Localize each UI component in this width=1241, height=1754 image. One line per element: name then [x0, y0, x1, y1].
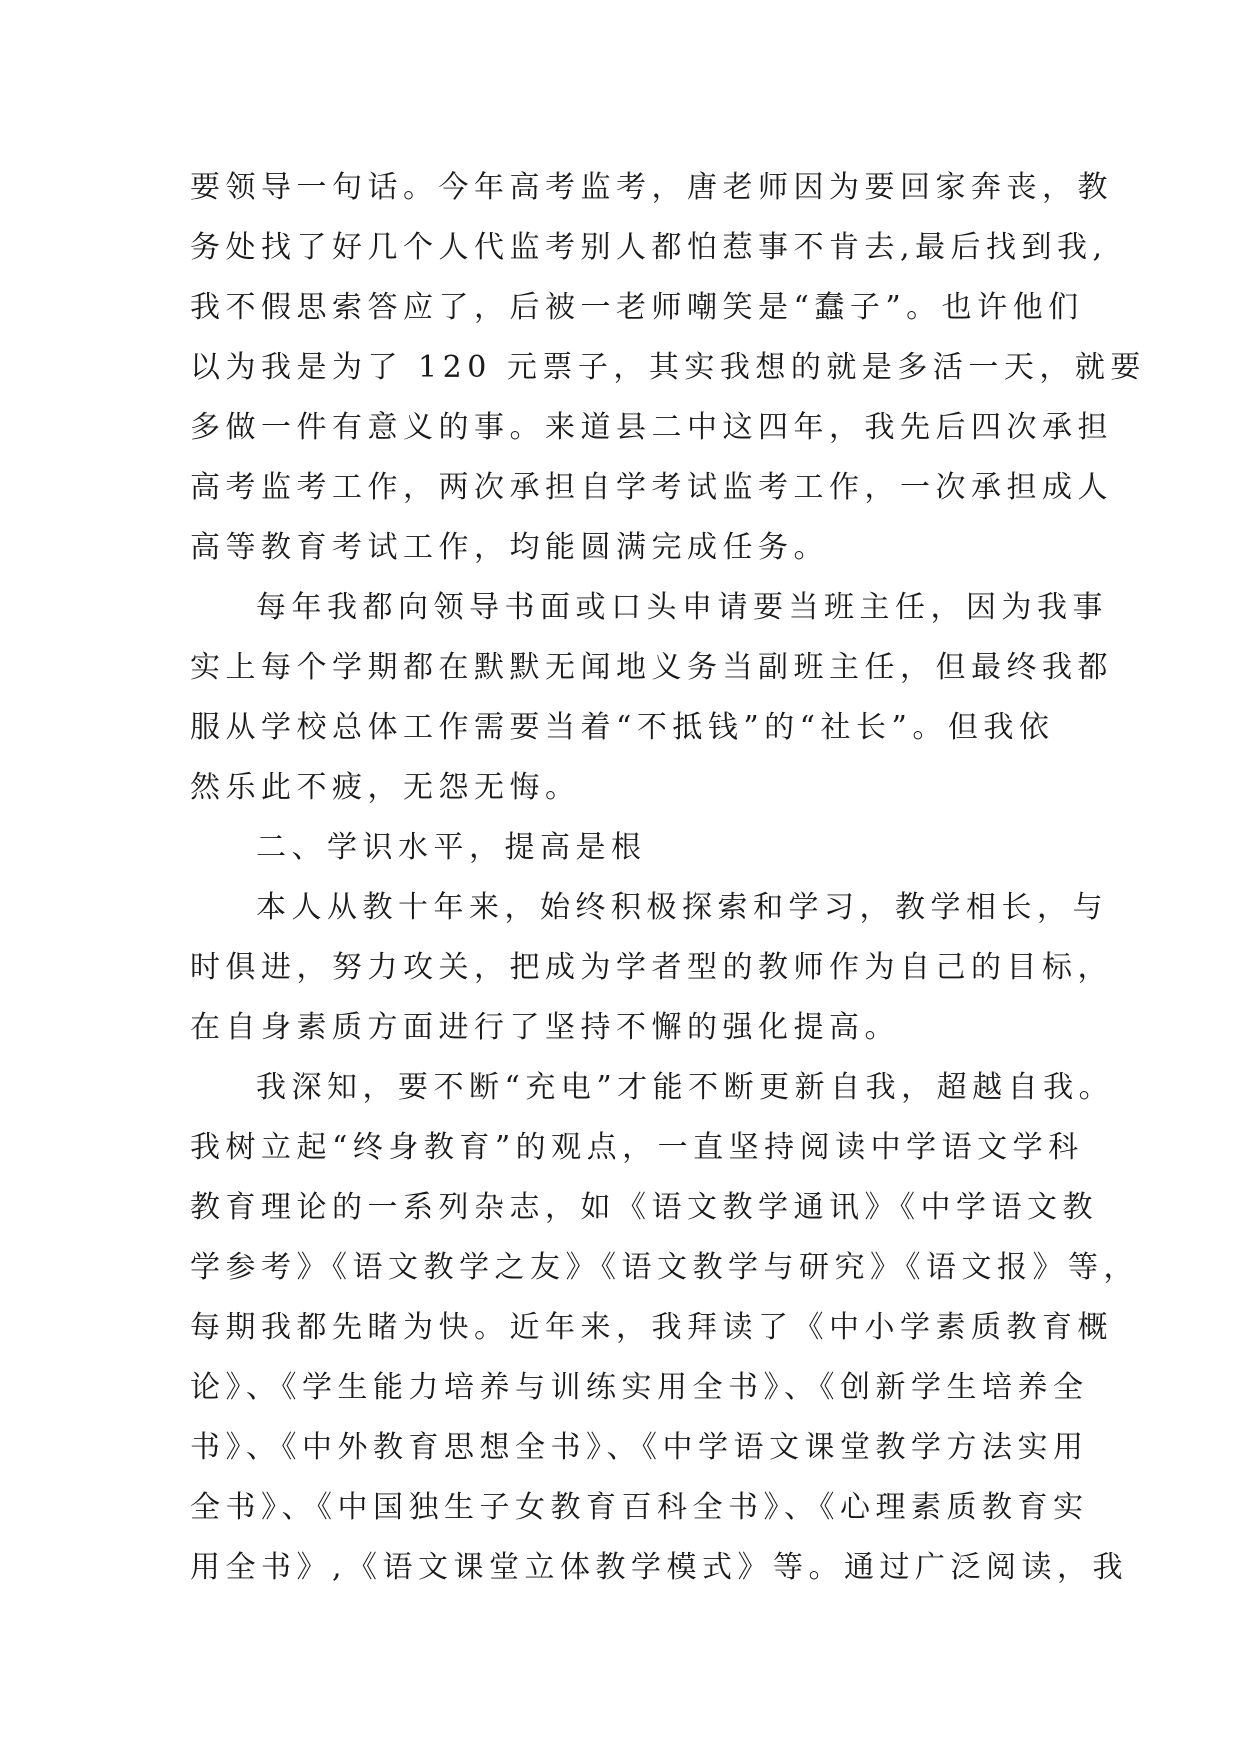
text-line-15: 在自身素质方面进行了坚持不懈的强化提高。: [190, 1010, 900, 1045]
text-line-21: 论》、《学生能力培养与训练实用全书》、《创新学生培养全: [190, 1370, 1089, 1405]
text-line-23: 全书》、《中国独生子女教育百科全书》、《心理素质教育实: [190, 1490, 1089, 1525]
text-line-3: 我不假思索答应了，后被一老师嘲笑是“蠢子”。也许他们: [190, 290, 1084, 325]
text-line-7: 高等教育考试工作，均能圆满完成任务。: [190, 530, 829, 565]
text-line-19: 学参考》《语文教学之友》《语文教学与研究》《语文报》等，: [190, 1250, 1139, 1285]
text-line-5: 多做一件有意义的事。来道县二中这四年，我先后四次承担: [190, 410, 1113, 445]
text-line-20: 每期我都先睹为快。近年来，我拜读了《中小学素质教育概: [190, 1310, 1113, 1345]
document-body: [190, 158, 1146, 1598]
text-line-11: 然乐此不疲，无怨无悔。: [190, 770, 581, 805]
text-line-17: 我树立起“终身教育”的观点，一直坚持阅读中学语文学科: [190, 1130, 1084, 1165]
paragraph-start-line: 本人从教十年来，始终积极探索和学习，教学相长，与: [256, 890, 1108, 925]
text-line-6: 高考监考工作，两次承担自学考试监考工作，一次承担成人: [190, 470, 1113, 505]
text-line-22: 书》、《中外教育思想全书》、《中学语文课堂教学方法实用: [190, 1430, 1089, 1465]
text-line-24: 用全书》,《语文课堂立体教学模式》等。通过广泛阅读，我: [190, 1550, 1129, 1585]
text-line-10: 服从学校总体工作需要当着“不抵钱”的“社长”。但我依: [190, 710, 1055, 745]
paragraph-start-line: 我深知，要不断“充电”才能不断更新自我，超越自我。: [256, 1070, 1115, 1105]
paragraph-start-line: 每年我都向领导书面或口头申请要当班主任，因为我事: [256, 590, 1108, 625]
section-heading: 二、学识水平，提高是根: [256, 830, 647, 865]
text-line-14: 时俱进，努力攻关，把成为学者型的教师作为自己的目标，: [190, 950, 1113, 985]
text-line-18: 教育理论的一系列杂志，如《语文教学通讯》《中学语文教: [190, 1190, 1098, 1225]
text-line-1: 要领导一句话。今年高考监考，唐老师因为要回家奔丧，教: [190, 170, 1113, 205]
text-line-2: 务处找了好几个人代监考别人都怕惹事不肯去,最后找到我,: [190, 230, 1108, 265]
text-line-9: 实上每个学期都在默默无闻地义务当副班主任，但最终我都: [190, 650, 1113, 685]
text-line-4: 以为我是为了 120 元票子，其实我想的就是多活一天，就要: [190, 350, 1146, 385]
